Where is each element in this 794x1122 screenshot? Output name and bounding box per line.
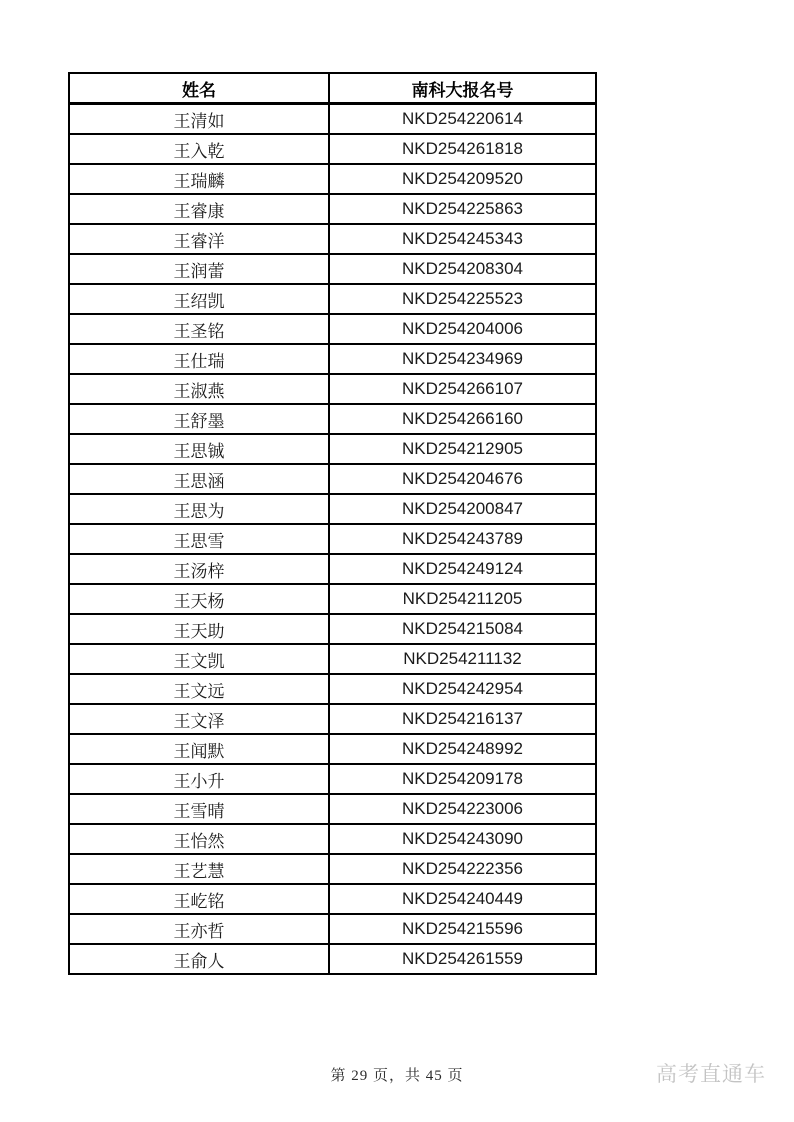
student-name-cell: 王文泽 [69, 704, 329, 734]
student-name-cell: 王小升 [69, 764, 329, 794]
table-row [69, 464, 596, 494]
table-row [69, 524, 596, 554]
registration-number-cell: NKD254266160 [329, 404, 596, 434]
table-row [69, 134, 596, 164]
table-row [69, 284, 596, 314]
table-row [69, 854, 596, 884]
table-row [69, 434, 596, 464]
registration-number-cell: NKD254240449 [329, 884, 596, 914]
student-name-cell: 王思涵 [69, 464, 329, 494]
student-name-cell: 王屹铭 [69, 884, 329, 914]
table-row [69, 674, 596, 704]
table-row [69, 704, 596, 734]
table-row [69, 254, 596, 284]
table-row [69, 614, 596, 644]
registration-number-cell: NKD254242954 [329, 674, 596, 704]
registration-number-cell: NKD254223006 [329, 794, 596, 824]
table-row [69, 314, 596, 344]
page-number-indicator: 第 29 页，共 45 页 [330, 1068, 464, 1084]
table-row [69, 764, 596, 794]
student-name-cell: 王舒墨 [69, 404, 329, 434]
student-name-cell: 王文凯 [69, 644, 329, 674]
watermark: 高考直通车 [656, 1063, 766, 1086]
student-name-cell: 王圣铭 [69, 314, 329, 344]
table-row [69, 374, 596, 404]
student-name-cell: 王睿康 [69, 194, 329, 224]
registration-number-cell: NKD254261818 [329, 134, 596, 164]
registration-number-cell: NKD254243789 [329, 524, 596, 554]
registration-number-cell: NKD254266107 [329, 374, 596, 404]
registration-number-cell: NKD254234969 [329, 344, 596, 374]
student-name-cell: 王思雪 [69, 524, 329, 554]
registration-number-cell: NKD254220614 [329, 104, 596, 135]
table-row [69, 824, 596, 854]
student-name-cell: 王雪晴 [69, 794, 329, 824]
table-row [69, 164, 596, 194]
student-name-cell: 王仕瑞 [69, 344, 329, 374]
registration-number-cell: NKD254245343 [329, 224, 596, 254]
table-header-row [69, 73, 596, 104]
registration-number-cell: NKD254248992 [329, 734, 596, 764]
registration-number-cell: NKD254215596 [329, 914, 596, 944]
table-row [69, 404, 596, 434]
registration-number-cell: NKD254216137 [329, 704, 596, 734]
column-header-name: 姓名 [69, 73, 329, 104]
student-name-cell: 王怡然 [69, 824, 329, 854]
table-row [69, 494, 596, 524]
student-name-cell: 王闻默 [69, 734, 329, 764]
table-row [69, 644, 596, 674]
registration-number-cell: NKD254212905 [329, 434, 596, 464]
registration-number-cell: NKD254222356 [329, 854, 596, 884]
student-name-cell: 王绍凯 [69, 284, 329, 314]
column-header-registration-number: 南科大报名号 [329, 73, 596, 104]
table-row [69, 734, 596, 764]
registration-number-cell: NKD254209520 [329, 164, 596, 194]
table-row [69, 884, 596, 914]
student-name-cell: 王亦哲 [69, 914, 329, 944]
registration-number-cell: NKD254211132 [329, 644, 596, 674]
registration-number-cell: NKD254215084 [329, 614, 596, 644]
student-name-cell: 王艺慧 [69, 854, 329, 884]
registration-number-cell: NKD254204676 [329, 464, 596, 494]
registration-number-cell: NKD254211205 [329, 584, 596, 614]
student-name-cell: 王俞人 [69, 944, 329, 974]
student-name-cell: 王思为 [69, 494, 329, 524]
registration-number-cell: NKD254225863 [329, 194, 596, 224]
table-row [69, 104, 596, 135]
table-row [69, 794, 596, 824]
registration-number-cell: NKD254209178 [329, 764, 596, 794]
registration-number-cell: NKD254208304 [329, 254, 596, 284]
student-name-cell: 王清如 [69, 104, 329, 135]
table-row [69, 584, 596, 614]
table-row [69, 914, 596, 944]
student-name-cell: 王入乾 [69, 134, 329, 164]
student-name-cell: 王润蕾 [69, 254, 329, 284]
student-name-cell: 王瑞麟 [69, 164, 329, 194]
table-row [69, 554, 596, 584]
table-row [69, 944, 596, 974]
student-name-cell: 王天杨 [69, 584, 329, 614]
registration-number-cell: NKD254243090 [329, 824, 596, 854]
student-name-cell: 王睿洋 [69, 224, 329, 254]
table-row [69, 224, 596, 254]
student-name-cell: 王淑燕 [69, 374, 329, 404]
student-name-cell: 王思铖 [69, 434, 329, 464]
table-row [69, 344, 596, 374]
registration-number-cell: NKD254249124 [329, 554, 596, 584]
registration-number-cell: NKD254225523 [329, 284, 596, 314]
student-name-cell: 王天助 [69, 614, 329, 644]
student-name-cell: 王文远 [69, 674, 329, 704]
registration-table [68, 72, 597, 975]
student-name-cell: 王汤梓 [69, 554, 329, 584]
registration-number-cell: NKD254204006 [329, 314, 596, 344]
registration-number-cell: NKD254261559 [329, 944, 596, 974]
table-row [69, 194, 596, 224]
registration-number-cell: NKD254200847 [329, 494, 596, 524]
